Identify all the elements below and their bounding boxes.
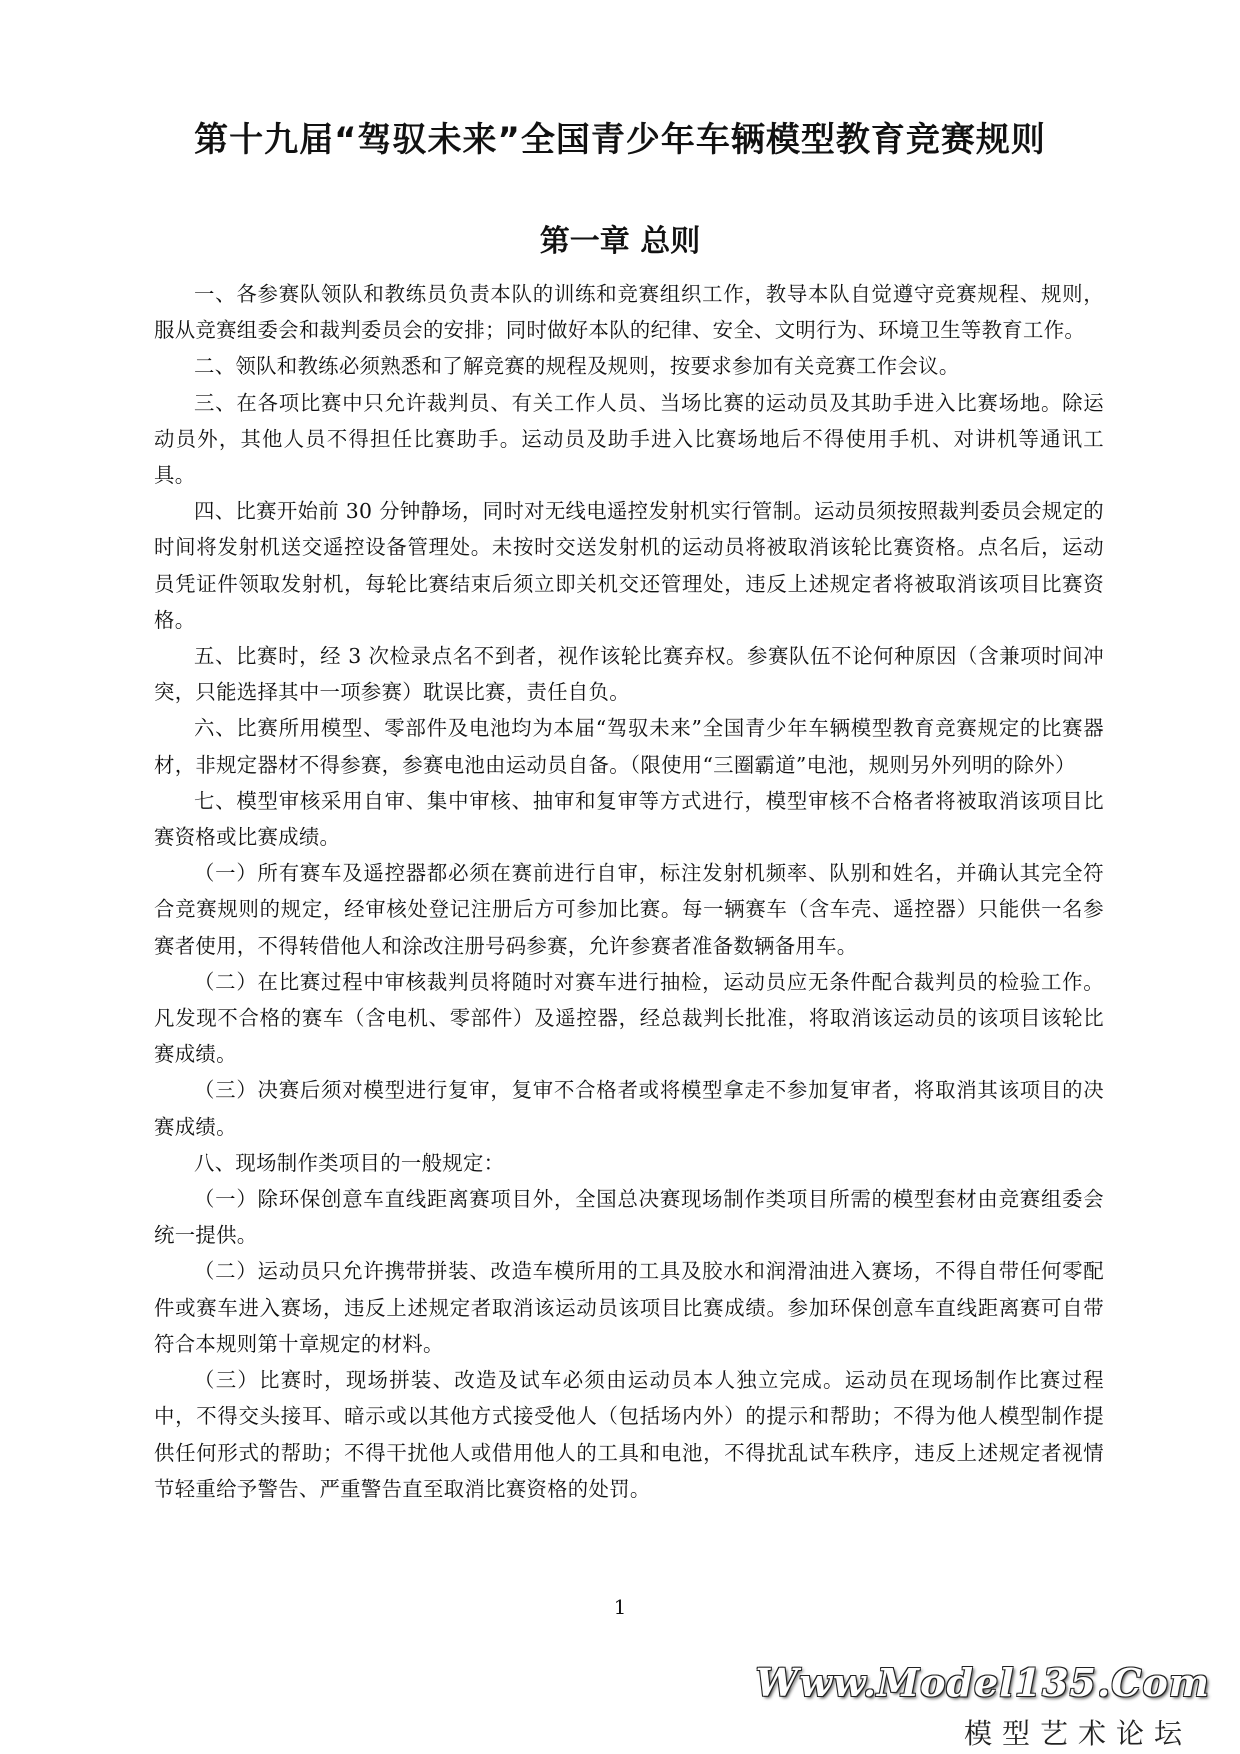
paragraph: （二）运动员只允许携带拼装、改造车模所用的工具及胶水和润滑油进入赛场，不得自带任何零配件或赛车进入赛场，违反上述规定者取消该运动员该项目比赛成绩。参加环保创意车直线距离赛可自带符合本规则第十章规定的材料。 [154,1259,1104,1356]
paragraph: 四、比赛开始前 30 分钟静场，同时对无线电遥控发射机实行管制。运动员须按照裁判委员会规定的时间将发射机送交遥控设备管理处。未按时交送发射机的运动员将被取消该轮比赛资格。点名后，运动员凭证件领取发射机，每轮比赛结束后须立即关机交还管理处，违反上述规定者将被取消该项目比赛资格。 [154,499,1104,632]
paragraph: （三）比赛时，现场拼装、改造及试车必须由运动员本人独立完成。运动员在现场制作比赛过程中，不得交头接耳、暗示或以其他方式接受他人（包括场内外）的提示和帮助；不得为他人模型制作提供任何形式的帮助；不得干扰他人或借用他人的工具和电池，不得扰乱试车秩序，违反上述规定者视情节轻重给予警告、严重警告直至取消比赛资格的处罚。 [154,1368,1104,1501]
paragraph: 八、现场制作类项目的一般规定： [194,1150,505,1175]
watermark-subtitle: 模型艺术论坛 [963,1717,1192,1750]
paragraph: 二、领队和教练必须熟悉和了解竞赛的规程及规则，按要求参加有关竞赛工作会议。 [194,354,960,379]
document-title: 第十九届“驾驭未来”全国青少年车辆模型教育竞赛规则 [194,120,1046,160]
paragraph: 一、各参赛队领队和教练员负责本队的训练和竞赛组织工作，教导本队自觉遵守竞赛规程、规则，服从竞赛组委会和裁判委员会的安排；同时做好本队的纪律、安全、文明行为、环境卫生等教育工作。 [154,282,1104,343]
document-body [154,276,1104,1507]
paragraph: （三）决赛后须对模型进行复审，复审不合格者或将模型拿走不参加复审者，将取消其该项目的决赛成绩。 [154,1078,1104,1139]
paragraph: （一）除环保创意车直线距离赛项目外，全国总决赛现场制作类项目所需的模型套材由竞赛组委会统一提供。 [154,1187,1104,1248]
paragraph: （一）所有赛车及遥控器都必须在赛前进行自审，标注发射机频率、队别和姓名，并确认其完全符合竞赛规则的规定，经审核处登记注册后方可参加比赛。每一辆赛车（含车壳、遥控器）只能供一名参赛者使用，不得转借他人和涂改注册号码参赛，允许参赛者准备数辆备用车。 [154,861,1104,958]
page-number: 1 [613,1595,627,1619]
paragraph: 五、比赛时，经 3 次检录点名不到者，视作该轮比赛弃权。参赛队伍不论何种原因（含兼项时间冲突，只能选择其中一项参赛）耽误比赛，责任自负。 [154,644,1104,705]
paragraph: 七、模型审核采用自审、集中审核、抽审和复审等方式进行，模型审核不合格者将被取消该项目比赛资格或比赛成绩。 [154,788,1104,850]
paragraph: 六、比赛所用模型、零部件及电池均为本届“驾驭未来”全国青少年车辆模型教育竞赛规定的比赛器材，非规定器材不得参赛，参赛电池由运动员自备。（限使用“三圈霸道”电池，规则另外列明的除外） [154,716,1104,777]
paragraph: （二）在比赛过程中审核裁判员将随时对赛车进行抽检，运动员应无条件配合裁判员的检验工作。凡发现不合格的赛车（含电机、零部件）及遥控器，经总裁判长批准，将取消该运动员的该项目该轮比赛成绩。 [154,969,1104,1067]
watermark-url: Www.Model135.Com [755,1660,1210,1705]
paragraph: 三、在各项比赛中只允许裁判员、有关工作人员、当场比赛的运动员及其助手进入比赛场地。除运动员外，其他人员不得担任比赛助手。运动员及助手进入比赛场地后不得使用手机、对讲机等通讯工具。 [154,390,1104,488]
chapter-heading: 第一章 总则 [539,224,701,259]
